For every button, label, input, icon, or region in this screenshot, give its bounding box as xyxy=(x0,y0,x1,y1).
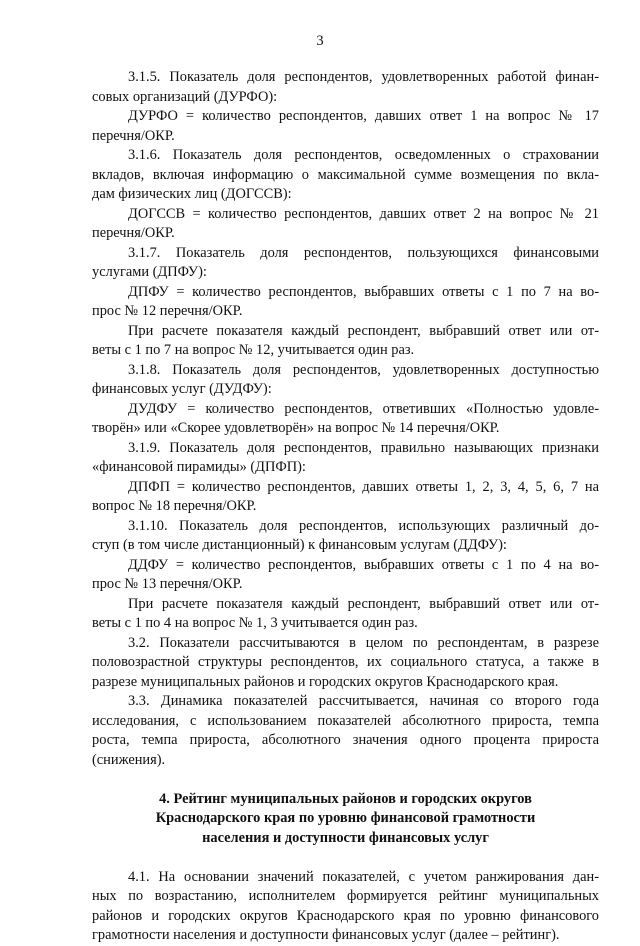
text-line: услугами (ДПФУ): xyxy=(92,264,207,280)
text-line: 3.1.9. Показатель доля респондентов, правильно называющих признаки xyxy=(128,439,599,456)
text-line: вкладов, включая информацию о максимальной сумме возмещения по вкла- xyxy=(92,166,599,183)
text-line: 3.1.5. Показатель доля респондентов, удовлетворенных работой финан- xyxy=(128,69,599,85)
section-heading-line: населения и доступности финансовых услуг xyxy=(202,829,489,846)
text-line: «финансовой пирамиды» (ДПФП): xyxy=(92,459,306,475)
text-line: перечня/ОКР. xyxy=(92,127,175,144)
text-line: роста, темпа прироста, абсолютного значения одного процента прироста xyxy=(92,732,599,748)
text-line: 3.1.6. Показатель доля респондентов, осведомленных о страховании xyxy=(128,147,599,163)
text-line: При расчете показателя каждый респондент, выбравший ответ или от- xyxy=(128,595,599,612)
text-line: творён» или «Скорее удовлетворён» на вопрос № 14 перечня/ОКР. xyxy=(92,420,500,436)
section-heading-line: 4. Рейтинг муниципальных районов и городских округов xyxy=(159,790,532,807)
text-line: вопрос № 18 перечня/ОКР. xyxy=(92,498,257,514)
text-line: 3.1.10. Показатель доля респондентов, использующих различный до- xyxy=(128,517,599,534)
section-4-text xyxy=(92,868,599,946)
text-line: веты с 1 по 7 на вопрос № 12, учитывается один раз. xyxy=(92,342,415,358)
text-line: районов и городских округов Краснодарского края по уровню финансового xyxy=(92,907,599,924)
text-line: грамотности населения и доступности финансовых услуг (далее – рейтинг). xyxy=(92,927,560,943)
text-line: перечня/ОКР. xyxy=(92,225,175,241)
text-line: дам физических лиц (ДОГССВ): xyxy=(92,186,292,202)
text-line: ДУРФО = количество респондентов, давших ответ 1 на вопрос № 17 xyxy=(128,108,599,124)
text-line: ДОГССВ = количество респондентов, давших ответ 2 на вопрос № 21 xyxy=(128,205,599,222)
text-line: ДПФУ = количество респондентов, выбравших ответы с 1 по 7 на во- xyxy=(128,283,599,300)
text-line: половозрастной структуры респондентов, их социального статуса, а также в xyxy=(92,654,599,670)
text-line: 3.3. Динамика показателей рассчитывается, начиная со второго года xyxy=(128,693,599,709)
document-body xyxy=(92,68,599,946)
page-number: 3 xyxy=(316,33,324,49)
text-line: разрезе муниципальных районов и городских округов Краснодарского края. xyxy=(92,673,559,690)
text-line: ДУДФУ = количество респондентов, ответивших «Полностью удовле- xyxy=(128,400,599,417)
spacer xyxy=(92,770,599,790)
text-line: ных по возрастанию, исполнителем формируется рейтинг муниципальных xyxy=(92,888,599,904)
text-line: совых организаций (ДУРФО): xyxy=(92,88,278,105)
text-line: 3.2. Показатели рассчитываются в целом по респондентам, в разрезе xyxy=(128,634,599,651)
text-line: прос № 13 перечня/ОКР. xyxy=(92,576,243,592)
text-line: прос № 12 перечня/ОКР. xyxy=(92,303,243,319)
text-line: веты с 1 по 4 на вопрос № 1, 3 учитывается один раз. xyxy=(92,615,418,631)
text-line: ступ (в том числе дистанционный) к финансовым услугам (ДДФУ): xyxy=(92,537,507,553)
spacer xyxy=(92,848,599,868)
text-line: исследования, с использованием показателей абсолютного прироста, темпа xyxy=(92,712,599,729)
text-line: (снижения). xyxy=(92,751,166,768)
text-line: финансовых услуг (ДУДФУ): xyxy=(92,381,272,397)
text-line: ДПФП = количество респондентов, давших ответы 1, 2, 3, 4, 5, 6, 7 на xyxy=(128,478,599,495)
text-line: При расчете показателя каждый респондент, выбравший ответ или от- xyxy=(128,322,599,339)
text-line: 3.1.7. Показатель доля респондентов, пользующихся финансовыми xyxy=(128,244,599,261)
text-line: 3.1.8. Показатель доля респондентов, удовлетворенных доступностью xyxy=(128,361,599,378)
section-3-text xyxy=(92,68,599,770)
text-line: ДДФУ = количество респондентов, выбравших ответы с 1 по 4 на во- xyxy=(128,556,599,573)
section-heading-line: Краснодарского края по уровню финансовой грамотности xyxy=(155,810,536,826)
section-4-heading xyxy=(92,790,599,849)
text-line: 4.1. На основании значений показателей, с учетом ранжирования дан- xyxy=(128,868,599,885)
